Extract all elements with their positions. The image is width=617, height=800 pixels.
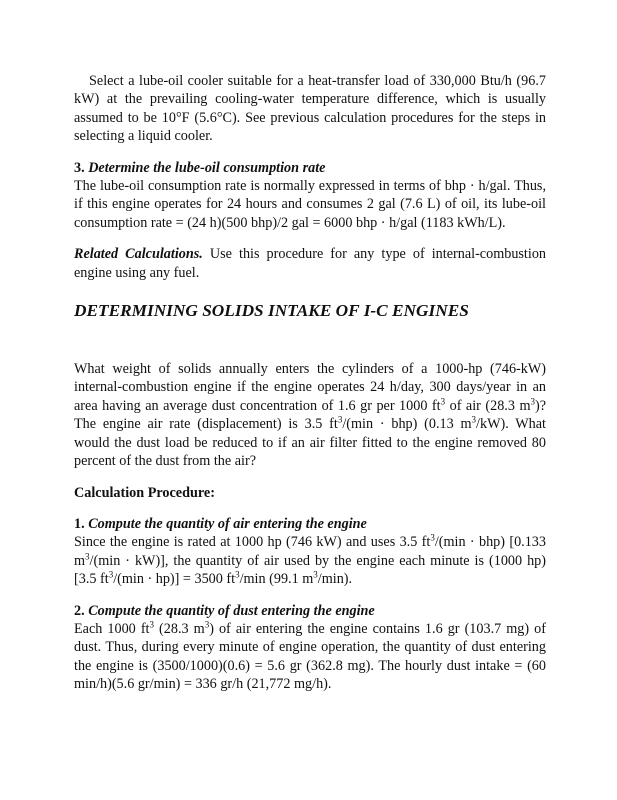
section-heading: DETERMINING SOLIDS INTAKE OF I-C ENGINES (74, 301, 469, 321)
document-page (74, 72, 546, 694)
intro-paragraph: Select a lube-oil cooler suitable for a heat-transfer load of 330,000 Btu/h (96.7 kW) at the prevailing cooling-water temperature difference, which is usually assumed to be 10°F (5.6°C). See previous calculation procedures for the steps in selecting a liquid cooler. (74, 73, 546, 145)
step-2-title: Compute the quantity of dust entering the engine (88, 602, 375, 619)
step-1-sup-3: 3 (108, 569, 114, 580)
step-2-sup-1: 3 (149, 619, 154, 630)
step-1-sup-1: 3 (430, 532, 435, 543)
step-1-text-1: Since the engine is rated at 1000 hp (746 kW) and uses 3.5 ft (74, 534, 431, 551)
step-3-body: The lube-oil consumption rate is normally expressed in terms of bhp · h/gal. Thus, if this engine operates for 24 hours and consumes 2 gal (7.6 L) of oil, its lube-oil consumption rate = (24 h)(500 bhp)/2 gal = 6000 bhp · h/gal (1183 kWh/L). (74, 178, 546, 231)
problem-text-4: /(min · bhp) (0.13 m (342, 416, 472, 433)
step-2-text-2: (28.3 m (154, 620, 205, 637)
step-2-sup-2: 3 (204, 619, 210, 630)
step-2-text-3: ) of air entering the engine contains 1.6 gr (103.7 mg) of dust. Thus, during every minute of engine operation, the quantity of dust entering the engine is (3500/1000)(0.6) = 5.6 gr (362.8 mg). The hourly dust intake = (60 min/h)(5.6 gr/min) = 336 gr/h (21,772 mg/h). (74, 620, 546, 693)
step-1-text-3: /(min · kW)], the quantity of air used by the engine each minute is (1000 hp)[3.5 ft (74, 552, 546, 588)
step-2-text-1: Each 1000 ft (74, 620, 150, 637)
problem-sup-4: 3 (471, 414, 477, 425)
step-1-text-2: /(min · bhp) [0.133 m (74, 534, 546, 569)
problem-text-5: /kW). What would the dust load be reduced to if an air filter fitted to the engine removed 80 percent of the dust from the air? (74, 416, 547, 470)
problem-text-1: What weight of solids annually enters the cylinders of a 1000-hp (746-kW) internal-combustion engine if the engine operates 24 h/day, 300 days/year in an area having an average dust concentration of 1.6 gr per 1000 ft (74, 361, 546, 414)
step-1-heading (74, 515, 546, 533)
step-1-sup-2: 3 (85, 550, 90, 561)
step-2-heading (74, 602, 546, 620)
step-1-sup-5: 3 (313, 569, 318, 580)
calculation-procedure-label: Calculation Procedure: (74, 484, 215, 501)
step-1-text-6: /min). (317, 571, 353, 588)
problem-text-3: )? The engine air rate (displacement) is 3.5 ft (74, 397, 547, 433)
step-3-title: Determine the lube-oil consumption rate (88, 159, 326, 176)
related-calculations-body: Use this procedure for any type of internal-combustion engine using any fuel. (74, 246, 547, 281)
step-1-sup-4: 3 (235, 569, 240, 580)
step-1-text-4: /(min · hp)] = 3500 ft (113, 571, 236, 588)
problem-text-2: of air (28.3 m (445, 397, 531, 414)
step-1-text-5: /min (99.1 m (239, 571, 314, 588)
step-3-number: 3. (74, 159, 85, 176)
problem-statement (74, 360, 546, 470)
related-calculations-label: Related Calculations. (74, 246, 203, 263)
problem-sup-3: 3 (337, 414, 343, 425)
step-2-body (74, 620, 546, 694)
step-3-heading (74, 159, 546, 177)
problem-sup-1: 3 (440, 396, 446, 407)
step-2-number: 2. (74, 602, 85, 619)
step-1-title: Compute the quantity of air entering the engine (88, 515, 367, 532)
problem-sup-2: 3 (530, 396, 535, 407)
step-1-body (74, 533, 546, 588)
related-calculations-paragraph (74, 245, 546, 282)
step-1-number: 1. (74, 515, 85, 532)
